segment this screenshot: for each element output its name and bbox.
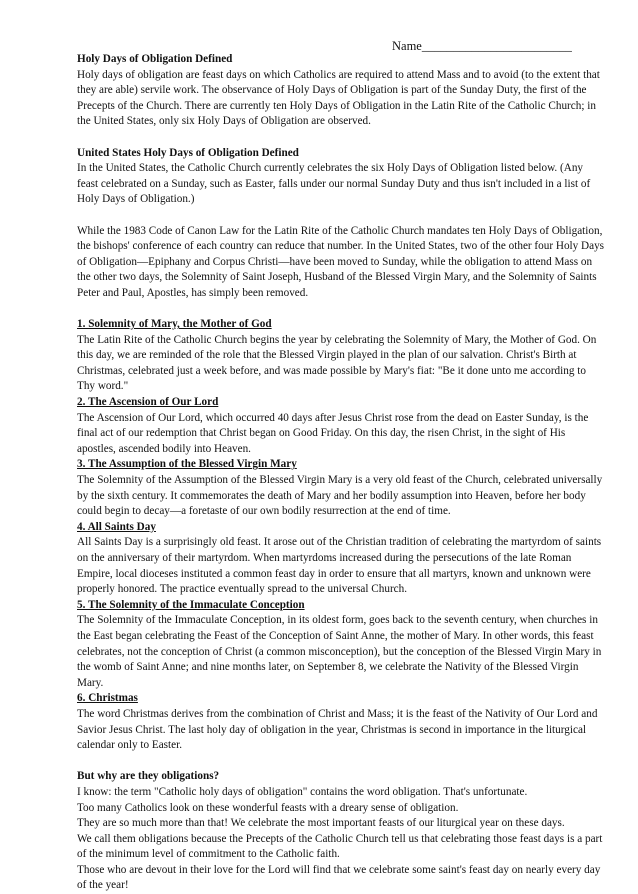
feast-description: The word Christmas derives from the combination of Christ and Mass; it is the feast of the Nativity of Our Lord and Savior Jesus Christ. The last holy day of obligation in the year, Christmas is second in importance in the liturgical calendar only to Easter. <box>77 707 598 752</box>
feast-description: All Saints Day is a surprisingly old feast. It arose out of the Christian tradition of celebrating the martyrdom of saints on the anniversary of their martyrdom. When martyrdoms increased during the persecutions of the late Roman Empire, local dioceses instituted a common feast day in order to ensure that all martyrs, known and unknown were properly honored. The practice eventually spread to the universal Church. <box>77 536 602 596</box>
canon-law-paragraph: While the 1983 Code of Canon Law for the Latin Rite of the Catholic Church mandates ten Holy Days of Obligation, the bishops' conference of each country can reduce that number. In the United States, two of the other four Holy Days of Obligation—Epiphany and Corpus Christi—have been moved to Sunday, while the obligation to attend Mass on the other two days, the Solemnity of Saint Joseph, Husband of the Blessed Virgin Mary, and the Solemnity of Saints Peter and Paul, Apostles, has simply been removed. <box>77 224 605 299</box>
why-heading: But why are they obligations? <box>77 770 220 783</box>
why-line: Those who are devout in their love for the Lord will find that we celebrate some saint's feast day on nearly every day of the year! <box>77 863 601 892</box>
us-paragraph: In the United States, the Catholic Church currently celebrates the six Holy Days of Obligation listed below. (Any feast celebrated on a Sunday, such as Easter, falls under our normal Sunday Duty and thus isn't included in a list of Holy Days of Obligation.) <box>77 162 591 206</box>
us-heading: United States Holy Days of Obligation Defined <box>77 146 299 159</box>
feast-title: 5. The Solemnity of the Immaculate Conception <box>77 598 305 611</box>
feast-title: 4. All Saints Day <box>77 520 156 533</box>
why-line: I know: the term "Catholic holy days of obligation" contains the word obligation. That's unfortunate. <box>77 785 528 798</box>
intro-paragraph: Holy days of obligation are feast days on which Catholics are required to attend Mass and to avoid (to the extent that they are able) servile work. The observance of Holy Days of Obligation is part of the Sunday Duty, the first of the Precepts of the Church. There are currently ten Holy Days of Obligation in the Latin Rite of the Catholic Church; in the United States, only six Holy Days of Obligation are observed. <box>77 68 600 128</box>
intro-heading: Holy Days of Obligation Defined <box>77 53 233 65</box>
feast-title: 1. Solemnity of Mary, the Mother of God <box>77 318 272 331</box>
name-field: Name________________________ <box>392 39 572 53</box>
feast-title: 6. Christmas <box>77 692 138 705</box>
feast-title: 3. The Assumption of the Blessed Virgin Mary <box>77 458 297 471</box>
feast-title: 2. The Ascension of Our Lord <box>77 396 219 409</box>
document-body <box>77 52 605 894</box>
feast-description: The Ascension of Our Lord, which occurred 40 days after Jesus Christ rose from the dead on Easter Sunday, is the final act of our redemption that Christ began on Good Friday. On this day, the risen Christ, in the sight of His apostles, ascended bodily into Heaven. <box>77 411 589 455</box>
feast-description: The Latin Rite of the Catholic Church begins the year by celebrating the Solemnity of Mary, the Mother of God. On this day, we are reminded of the role that the Blessed Virgin played in the plan of our salvation. Christ's Birth at Christmas, celebrated just a week before, and was made possible by Mary's fiat: "Be it done unto me according to Thy word." <box>77 333 597 393</box>
feast-description: The Solemnity of the Assumption of the Blessed Virgin Mary is a very old feast of the Church, celebrated universally by the sixth century. It commemorates the death of Mary and her bodily assumption into Heaven, before her body could begin to decay—a foretaste of our own bodily resurrection at the end of time. <box>77 474 603 518</box>
why-line: Too many Catholics look on these wonderful feasts with a dreary sense of obligation. <box>77 801 459 814</box>
why-line: They are so much more than that! We celebrate the most important feasts of our liturgical year on these days. <box>77 817 565 830</box>
feast-description: The Solemnity of the Immaculate Conception, in its oldest form, goes back to the seventh century, when churches in the East began celebrating the Feast of the Conception of Saint Anne, the mother of Mary. In other words, this feast celebrates, not the conception of Christ (a common misconception), but the conception of the Blessed Virgin Mary in the womb of Saint Anne; and nine months later, on September 8, we celebrate the Nativity of the Blessed Virgin Mary. <box>77 614 602 689</box>
why-line: We call them obligations because the Precepts of the Catholic Church tell us that celebrating those feast days is a part of the minimum level of commitment to the Catholic faith. <box>77 832 603 861</box>
